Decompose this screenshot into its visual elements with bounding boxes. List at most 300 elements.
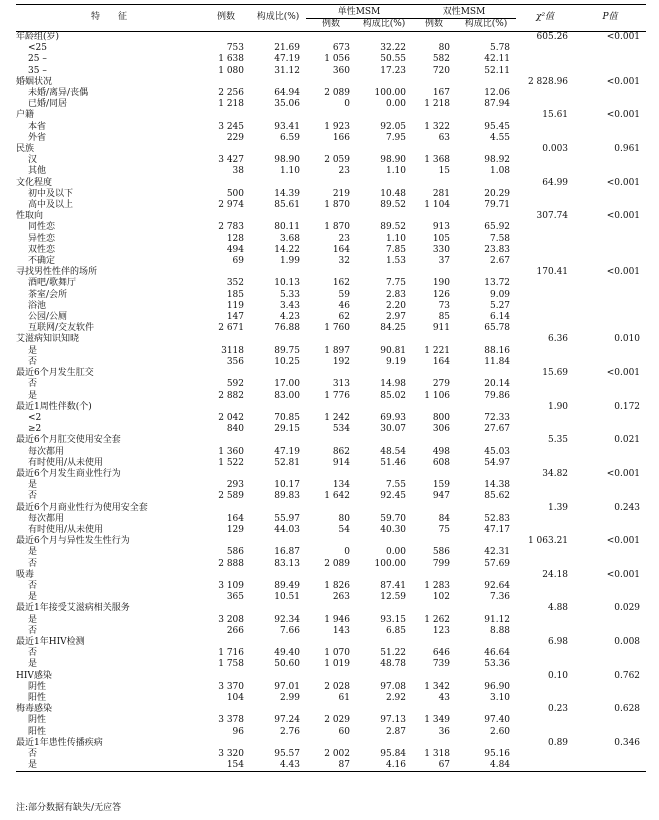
cell-empty [306, 671, 356, 682]
cell-empty [250, 267, 306, 278]
cell-empty [574, 166, 646, 177]
row-label: 否 [28, 558, 38, 569]
cell-empty [574, 391, 646, 402]
table-row [16, 424, 646, 435]
total-pct: 93.41 [274, 121, 300, 132]
category-row [16, 334, 646, 345]
category-label: 民族 [16, 144, 35, 155]
total-pct: 5.33 [279, 289, 300, 300]
single-count: 143 [332, 625, 350, 636]
header-chi-square: χ²值 [516, 5, 574, 32]
total-pct: 98.90 [274, 155, 300, 166]
p-value: 0.762 [614, 670, 641, 681]
total-pct: 55.97 [274, 513, 300, 524]
dual-pct: 27.67 [484, 424, 511, 435]
cell-empty [306, 77, 356, 88]
single-pct: 98.90 [380, 155, 407, 166]
cell-empty [456, 570, 516, 581]
single-pct: 2.92 [385, 692, 407, 703]
dual-count: 1 322 [424, 121, 451, 132]
single-pct: 0.00 [385, 99, 407, 110]
dual-pct: 5.78 [489, 43, 511, 54]
category-label: 最近6个月发生肛交 [16, 368, 94, 379]
dual-count: 67 [412, 760, 456, 772]
cell-empty [412, 110, 456, 121]
row-label: 同性恋 [28, 222, 56, 233]
cell-empty [412, 267, 456, 278]
cell-empty [516, 424, 574, 435]
total-pct: 89.75 [274, 345, 300, 356]
row-label: 否 [28, 625, 38, 636]
total-count: 3 245 [218, 121, 244, 132]
table-row [16, 391, 646, 402]
cell-empty [356, 402, 412, 413]
cell-empty [306, 570, 356, 581]
dual-pct: 65.78 [484, 323, 511, 334]
dual-count: 608 [432, 457, 451, 468]
total-pct: 83.00 [274, 390, 300, 401]
total-count: 3 109 [218, 580, 244, 591]
dual-count: 1 221 [424, 345, 451, 356]
total-count: 3 320 [218, 749, 244, 759]
total-count: 3 378 [218, 715, 244, 726]
cell-empty [456, 738, 516, 749]
dual-pct: 1.08 [489, 166, 511, 177]
total-count: 3118 [221, 345, 244, 356]
total-pct: 70.85 [274, 412, 300, 423]
total-count: 293 [226, 480, 244, 491]
table-row [16, 491, 646, 502]
cell-empty [456, 267, 516, 278]
dual-count: 1 262 [424, 614, 451, 625]
single-pct: 7.95 [385, 132, 407, 143]
row-label: 已婚/同居 [28, 99, 68, 110]
dual-pct: 5.27 [489, 300, 511, 311]
dual-count: 1 349 [424, 715, 451, 726]
cell-empty [574, 312, 646, 323]
cell-empty [202, 469, 250, 480]
total-count: 356 [226, 356, 244, 367]
category-row [16, 144, 646, 155]
cell-empty [412, 637, 456, 648]
total-pct: 97.01 [274, 681, 300, 692]
row-label: 未婚/离异/丧偶 [28, 88, 89, 99]
cell-empty [306, 178, 356, 189]
cell-empty [306, 503, 356, 514]
total-count: 147 [226, 312, 244, 323]
table-row [16, 323, 646, 334]
table-row [16, 514, 646, 525]
cell-empty [250, 637, 306, 648]
single-count: 1 923 [324, 121, 350, 132]
cell-empty [356, 570, 412, 581]
total-count: 266 [226, 625, 244, 636]
row-label: 有时使用/从未使用 [28, 457, 104, 468]
total-pct: 52.81 [274, 457, 300, 468]
cell-empty [356, 503, 412, 514]
category-label: 户籍 [16, 110, 35, 121]
cell-empty [306, 637, 356, 648]
total-count: 3 427 [218, 155, 244, 166]
p-value: 0.021 [614, 435, 641, 446]
total-pct: 64.94 [274, 88, 300, 99]
single-pct: 89.52 [380, 222, 407, 233]
cell-empty [250, 32, 306, 44]
dual-pct: 98.92 [484, 155, 511, 166]
dual-count: 167 [432, 88, 451, 99]
chi-square-value: 15.69 [542, 368, 569, 379]
table-row [16, 54, 646, 65]
cell-empty [250, 144, 306, 155]
cell-empty [202, 178, 250, 189]
cell-empty [574, 301, 646, 312]
table-row [16, 659, 646, 670]
category-row [16, 368, 646, 379]
dual-pct: 9.09 [489, 289, 511, 300]
row-label: 有时使用/从未使用 [28, 524, 104, 535]
category-row [16, 469, 646, 480]
total-pct: 10.25 [274, 356, 300, 367]
header-pct: 构成比(%) [250, 5, 306, 32]
category-label: 文化程度 [16, 177, 53, 188]
dual-count: 1 106 [424, 390, 451, 401]
single-count: 166 [332, 132, 350, 143]
row-label: ≥2 [28, 424, 42, 435]
single-count: 2 028 [324, 681, 350, 692]
dual-count: 63 [438, 132, 451, 143]
p-value: 0.029 [614, 603, 641, 614]
category-row [16, 503, 646, 514]
cell-empty [516, 682, 574, 693]
cell-empty [202, 334, 250, 345]
cell-empty [356, 334, 412, 345]
dual-count: 1 104 [424, 200, 451, 211]
table-row [16, 43, 646, 54]
table-row [16, 648, 646, 659]
category-row [16, 267, 646, 278]
cell-empty [456, 402, 516, 413]
header-p-value: P值 [574, 5, 646, 32]
dual-count: 85 [438, 312, 451, 323]
chi-square-value: 170.41 [536, 267, 569, 278]
cell-empty [574, 155, 646, 166]
total-pct: 97.24 [274, 715, 300, 726]
cell-empty [516, 301, 574, 312]
category-label: 最近6个月商业性行为使用安全套 [16, 502, 148, 513]
cell-empty [574, 525, 646, 536]
total-pct: 80.11 [274, 222, 300, 233]
single-count: 2 089 [324, 558, 350, 569]
table-row [16, 547, 646, 558]
single-pct: 14.98 [380, 379, 407, 390]
cell-empty [306, 334, 356, 345]
dual-count: 1 218 [424, 99, 451, 110]
category-label: 最近1周性伴数(个) [16, 401, 92, 412]
cell-empty [574, 43, 646, 54]
header-single-msm: 单性MSM [306, 5, 412, 19]
total-count: 129 [226, 524, 244, 535]
total-count: 2 974 [218, 200, 244, 211]
total-count: 1 716 [218, 648, 244, 659]
header-dual-pct: 构成比(%) [456, 19, 516, 32]
row-label: 阴性 [28, 681, 47, 692]
single-count: 1 826 [324, 580, 350, 591]
data-table [16, 4, 646, 772]
dual-pct: 6.14 [489, 312, 511, 323]
single-count: 2 059 [324, 155, 350, 166]
dual-pct: 95.16 [484, 749, 511, 759]
single-pct: 9.19 [385, 356, 407, 367]
dual-count: 646 [432, 648, 451, 659]
dual-pct: 11.84 [484, 356, 511, 367]
single-count: 1 070 [324, 648, 350, 659]
table-row [16, 693, 646, 704]
total-pct: 83.13 [274, 558, 300, 569]
cell-empty [306, 110, 356, 121]
cell-empty [356, 603, 412, 614]
header-single-count: 例数 [306, 19, 356, 32]
cell-empty [456, 334, 516, 345]
dual-count: 799 [432, 558, 451, 569]
single-pct: 2.97 [385, 312, 407, 323]
cell-empty [356, 110, 412, 121]
single-pct: 85.02 [380, 390, 407, 401]
row-label: 否 [28, 379, 38, 390]
cell-empty [356, 704, 412, 715]
dual-pct: 20.14 [484, 379, 511, 390]
cell-empty [250, 435, 306, 446]
chi-square-value: 1.90 [547, 401, 569, 412]
single-count: 2 002 [324, 749, 350, 759]
total-pct: 10.51 [274, 592, 300, 603]
cell-empty [306, 144, 356, 155]
single-pct: 69.93 [380, 412, 407, 423]
single-count: 80 [338, 513, 350, 524]
cell-empty [250, 570, 306, 581]
table-row [16, 234, 646, 245]
row-label: <25 [28, 43, 47, 54]
table-row [16, 447, 646, 458]
table-row [16, 155, 646, 166]
category-row [16, 402, 646, 413]
dual-count: 80 [438, 43, 451, 54]
total-count: 2 888 [218, 558, 244, 569]
dual-pct: 47.17 [484, 524, 511, 535]
table-row [16, 727, 646, 738]
cell-empty [202, 77, 250, 88]
category-row [16, 738, 646, 749]
cell-empty [202, 536, 250, 547]
single-pct: 87.41 [380, 580, 407, 591]
cell-empty [456, 503, 516, 514]
dual-count: 159 [432, 480, 451, 491]
cell-empty [516, 323, 574, 334]
category-label: 婚姻状况 [16, 76, 53, 87]
dual-pct: 88.16 [484, 345, 511, 356]
cell-empty [574, 727, 646, 738]
cell-empty [456, 211, 516, 222]
cell-empty [306, 32, 356, 44]
row-label: 否 [28, 580, 38, 591]
single-pct: 51.46 [380, 457, 407, 468]
cell-empty [516, 480, 574, 491]
row-label: 是 [28, 659, 38, 670]
cell-empty [516, 559, 574, 570]
cell-empty [516, 458, 574, 469]
p-value: <0.001 [606, 110, 641, 121]
cell-empty [574, 99, 646, 110]
table-row [16, 278, 646, 289]
cell-empty [306, 603, 356, 614]
total-pct: 29.15 [274, 424, 300, 435]
cell-empty [202, 671, 250, 682]
table-row [16, 166, 646, 177]
total-count: 586 [226, 547, 244, 558]
cell-empty [306, 267, 356, 278]
row-label: 阳性 [28, 692, 47, 703]
p-value: <0.001 [606, 177, 641, 188]
dual-count: 84 [438, 513, 451, 524]
table-row [16, 222, 646, 233]
dual-count: 1 283 [424, 580, 451, 591]
dual-pct: 52.83 [484, 513, 511, 524]
single-count: 1 870 [324, 200, 350, 211]
cell-empty [202, 570, 250, 581]
dual-pct: 91.12 [484, 614, 511, 625]
table-row [16, 66, 646, 77]
cell-empty [412, 503, 456, 514]
category-row [16, 637, 646, 648]
total-count: 592 [226, 379, 244, 390]
cell-empty [412, 671, 456, 682]
cell-empty [516, 155, 574, 166]
total-count: 3 370 [218, 681, 244, 692]
category-row [16, 211, 646, 222]
dual-count: 164 [432, 356, 451, 367]
chi-square-value: 15.61 [542, 110, 569, 121]
total-pct: 14.22 [274, 244, 300, 255]
single-count: 164 [332, 244, 350, 255]
single-count: 673 [332, 43, 350, 54]
total-pct: 10.13 [274, 278, 300, 289]
p-value: <0.001 [606, 536, 641, 547]
dual-count: 281 [432, 188, 451, 199]
total-count: 753 [226, 43, 244, 54]
cell-empty [516, 200, 574, 211]
single-pct: 90.81 [380, 345, 407, 356]
cell-empty [516, 514, 574, 525]
cell-empty [356, 536, 412, 547]
single-pct: 2.87 [385, 726, 407, 737]
row-label: 阳性 [28, 726, 47, 737]
cell-empty [456, 603, 516, 614]
total-count: 2 042 [218, 412, 244, 423]
table-row [16, 615, 646, 626]
chi-square-value: 6.36 [547, 334, 569, 345]
dual-count: 43 [438, 692, 451, 703]
chi-square-value: 1 063.21 [527, 536, 569, 547]
p-value: <0.001 [606, 368, 641, 379]
cell-empty [516, 346, 574, 357]
single-count: 219 [332, 188, 350, 199]
total-pct: 21.69 [274, 43, 300, 54]
cell-empty [574, 256, 646, 267]
cell-empty [250, 469, 306, 480]
table-row [16, 256, 646, 267]
total-count: 96 [232, 726, 244, 737]
table-row [16, 525, 646, 536]
cell-empty [250, 110, 306, 121]
header-feature: 特 征 [16, 5, 202, 32]
cell-empty [456, 110, 516, 121]
cell-empty [202, 704, 250, 715]
total-pct: 4.23 [279, 312, 300, 323]
total-count: 2 671 [218, 323, 244, 334]
cell-empty [574, 682, 646, 693]
cell-empty [516, 648, 574, 659]
table-row [16, 88, 646, 99]
cell-empty [202, 402, 250, 413]
single-count: 1 242 [324, 412, 350, 423]
total-count: 2 256 [218, 88, 244, 99]
cell-empty [202, 110, 250, 121]
cell-empty [516, 312, 574, 323]
total-pct: 49.40 [274, 648, 300, 659]
cell-empty [356, 32, 412, 44]
table-row [16, 379, 646, 390]
chi-square-value: 6.98 [547, 636, 569, 647]
row-label: 初中及以下 [28, 188, 74, 199]
dual-pct: 45.03 [484, 446, 511, 457]
single-pct: 4.16 [356, 760, 412, 772]
cell-empty [516, 122, 574, 133]
p-value: <0.001 [606, 211, 641, 222]
total-count: 3 208 [218, 614, 244, 625]
header-dual-msm: 双性MSM [412, 5, 516, 19]
single-count: 23 [338, 233, 350, 244]
single-pct: 97.13 [380, 715, 407, 726]
dual-count: 36 [438, 726, 451, 737]
cell-empty [516, 525, 574, 536]
cell-empty [456, 536, 516, 547]
total-pct: 6.59 [279, 132, 300, 143]
table-row [16, 559, 646, 570]
cell-empty [356, 267, 412, 278]
cell-empty [306, 704, 356, 715]
cell-empty [356, 738, 412, 749]
row-label: 异性恋 [28, 233, 56, 244]
cell-empty [412, 536, 456, 547]
category-row [16, 32, 646, 44]
single-pct: 7.75 [385, 278, 407, 289]
cell-empty [574, 323, 646, 334]
cell-empty [250, 603, 306, 614]
table-row [16, 312, 646, 323]
single-count: 1 946 [324, 614, 350, 625]
cell-empty [202, 144, 250, 155]
category-label: 寻找男性性伴的场所 [16, 267, 98, 278]
total-pct: 17.00 [274, 379, 300, 390]
cell-empty [412, 211, 456, 222]
single-pct: 32.22 [380, 43, 407, 54]
single-count: 192 [332, 356, 350, 367]
dual-count: 123 [432, 625, 451, 636]
cell-empty [574, 234, 646, 245]
dual-count: 1 342 [424, 681, 451, 692]
row-label: 35 – [28, 65, 47, 76]
cell-empty [574, 413, 646, 424]
p-value: 0.172 [614, 401, 641, 412]
